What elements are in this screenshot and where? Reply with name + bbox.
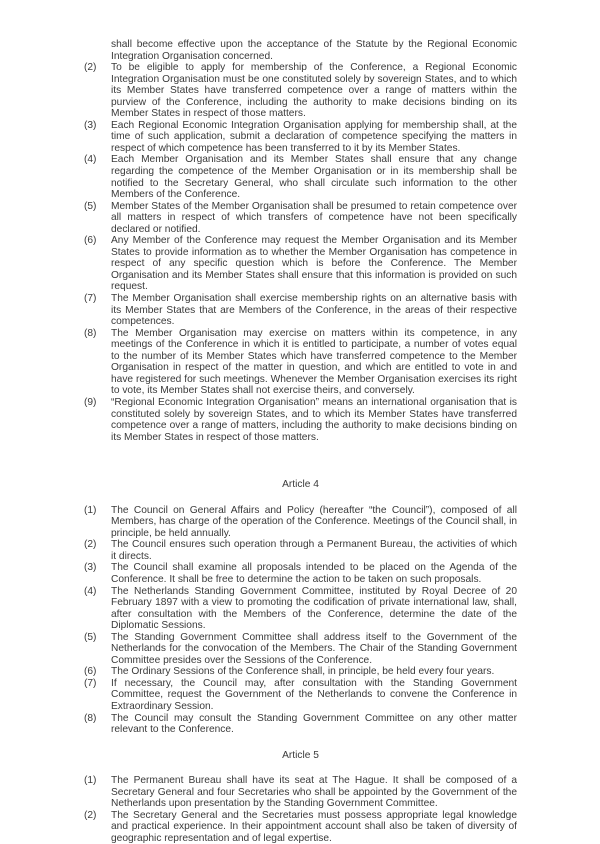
article-4-section (84, 479, 517, 735)
paragraph-4-8 (84, 713, 517, 736)
paragraph-text: Each Regional Economic Integration Organisation applying for membership shall, at the time of such application, submit a declaration of competence specifying the matters in respect of which competence has been transferred to it by its Member States. (111, 119, 517, 154)
paragraph-number: (5) (84, 631, 97, 643)
paragraph-4-7 (84, 678, 517, 713)
paragraph-text: The Member Organisation may exercise on matters within its competence, in any meetings of the Conference in which it is entitled to participate, a number of votes equal to the number of its Member States which have transferred competence to the Member Organisation in respect of the matter in question, and which are entitled to vote in and have registered for such meetings. Whenever the Member Organisation exercises its right to vote, its Member States shall not exercise theirs, and conversely. (111, 327, 517, 397)
paragraph-text: Any Member of the Conference may request the Member Organisation and its Member States to provide information as to whether the Member Organisation has competence in respect of any specific question which is before the Conference. The Member Organisation and its Member States shall ensure that this information is provided on such request. (111, 235, 517, 293)
paragraph-number: (4) (84, 154, 97, 166)
paragraph-text: Each Member Organisation and its Member States shall ensure that any change regarding the competence of the Member Organisation or in its membership shall be notified to the Secretary General, who shall circulate such information to the other Members of the Conference. (111, 154, 517, 201)
paragraph-4-3 (84, 562, 517, 585)
paragraph-text: The Permanent Bureau shall have its seat at The Hague. It shall be composed of a Secretary General and four Secretaries who shall be appointed by the Government of the Netherlands upon presentation by the Standing Government Committee. (111, 775, 517, 810)
paragraph-4-6 (84, 666, 517, 678)
paragraph-4-4 (84, 586, 517, 632)
paragraph-number: (7) (84, 677, 97, 689)
paragraph-text: The Secretary General and the Secretaries must possess appropriate legal knowledge and practical experience. In their appointment account shall also be taken of diversity of geographic representation and of legal expertise. (111, 809, 517, 844)
paragraph-text: “Regional Economic Integration Organisation” means an international organisation that is constituted solely by sovereign States, and to which its Member States have transferred competence over a range of matters, including the authority to make decisions binding on its Member States in respect of those matters. (111, 396, 517, 443)
paragraph-5-2 (84, 810, 517, 844)
paragraph-number: (1) (84, 775, 97, 787)
paragraph-3-2 (84, 62, 517, 120)
paragraph-3-5 (84, 201, 517, 236)
paragraph-text: If necessary, the Council may, after consultation with the Standing Government Committee, request the Government of the Netherlands to convene the Conference in Extraordinary Session. (111, 677, 517, 712)
paragraph-3-6 (84, 235, 517, 293)
paragraph-text: Member States of the Member Organisation shall be presumed to retain competence over all matters in respect of which transfers of competence have not been specifically declared or notified. (111, 200, 517, 235)
article-3-section (84, 62, 517, 443)
article-4-heading: Article 4 (282, 479, 319, 491)
article-5-heading: Article 5 (282, 749, 319, 761)
paragraph-number: (3) (84, 119, 97, 131)
paragraph-3-3 (84, 120, 517, 155)
paragraph-5-1 (84, 775, 517, 810)
paragraph-text: The Member Organisation shall exercise membership rights on an alternative basis with its Member States that are Members of the Conference, in the areas of their respective competences. (111, 293, 517, 328)
paragraph-number: (2) (84, 809, 97, 821)
paragraph-number: (8) (84, 327, 97, 339)
paragraph-text: The Netherlands Standing Government Committee, instituted by Royal Decree of 20 February 1897 with a view to promoting the codification of private international law, shall, after consultation with the Members of the Conference, determine the date of the Diplomatic Sessions. (111, 585, 517, 632)
continuation-paragraph (84, 39, 517, 62)
paragraph-number: (9) (84, 396, 97, 408)
paragraph-number: (5) (84, 200, 97, 212)
paragraph-3-4 (84, 154, 517, 200)
paragraph-number: (1) (84, 504, 97, 516)
paragraph-number: (7) (84, 293, 97, 305)
paragraph-number: (4) (84, 585, 97, 597)
paragraph-text: The Council ensures such operation through a Permanent Bureau, the activities of which it directs. (111, 539, 517, 562)
paragraph-text: The Ordinary Sessions of the Conference shall, in principle, be held every four years. (111, 666, 495, 678)
paragraph-number: (3) (84, 562, 97, 574)
paragraph-text: To be eligible to apply for membership of the Conference, a Regional Economic Integration Organisation must be one constituted solely by sovereign States, and to which its Member States have transferred competence over a range of matters within the purview of the Conference, including the authority to make decisions binding on its Member States in respect of those matters. (111, 62, 517, 120)
paragraph-text: The Council shall examine all proposals intended to be placed on the Agenda of the Conference. It shall be free to determine the action to be taken on such proposals. (111, 562, 517, 585)
paragraph-number: (2) (84, 539, 97, 551)
paragraph-3-8 (84, 328, 517, 397)
paragraph-text: The Council may consult the Standing Government Committee on any other matter relevant to the Conference. (111, 712, 517, 736)
document-page (84, 39, 517, 844)
paragraph-number: (6) (84, 666, 97, 678)
paragraph-number: (8) (84, 712, 97, 724)
paragraph-4-1 (84, 505, 517, 540)
paragraph-3-7 (84, 293, 517, 328)
paragraph-number: (6) (84, 235, 97, 247)
paragraph-4-2 (84, 539, 517, 562)
paragraph-3-9 (84, 397, 517, 443)
paragraph-number: (2) (84, 62, 97, 74)
article-5-section (84, 750, 517, 844)
paragraph-text: The Standing Government Committee shall address itself to the Government of the Netherlands for the convocation of the Members. The Chair of the Standing Government Committee presides over the Sessions of the Conference. (111, 631, 517, 666)
paragraph-text: shall become effective upon the acceptance of the Statute by the Regional Economic Integration Organisation concerned. (111, 39, 517, 62)
paragraph-4-5 (84, 632, 517, 667)
paragraph-text: The Council on General Affairs and Policy (hereafter “the Council”), composed of all Members, has charge of the operation of the Conference. Meetings of the Council shall, in principle, be held annually. (111, 504, 517, 539)
